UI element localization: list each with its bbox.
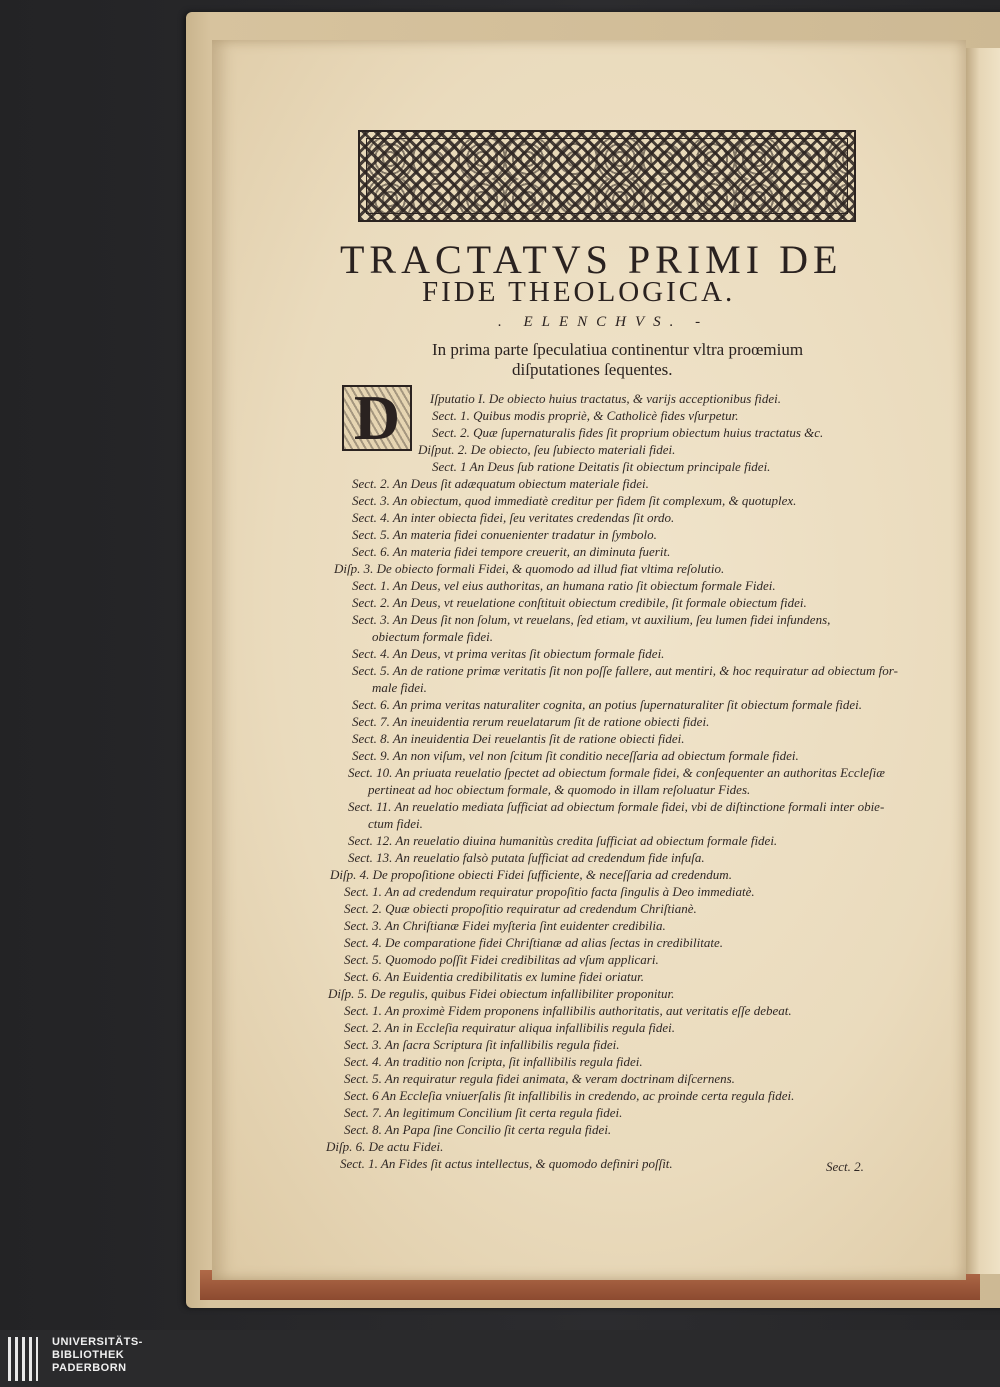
- toc-line: male fidei.: [372, 680, 427, 695]
- page-title-line1: TRACTATVS PRIMI DE: [340, 237, 843, 282]
- toc-line: Sect. 2. An in Eccleſia requiratur aliqua infallibilis regula fidei.: [344, 1020, 675, 1035]
- toc-line: Sect. 6. An prima veritas naturaliter cognita, an potius ſupernaturaliter ſit obiectum formale fidei.: [352, 697, 862, 712]
- toc-line: Sect. 6. An Euidentia credibilitatis ex lumine fidei oriatur.: [344, 969, 645, 984]
- toc-line: Sect. 8. An ineuidentia Dei reuelantis ſit de ratione obiecti fidei.: [352, 731, 685, 746]
- toc-line: Iſputatio I. De obiecto huius tractatus, & varijs acceptionibus fidei.: [430, 391, 781, 406]
- toc-line: Sect. 7. An legitimum Concilium ſit certa regula fidei.: [344, 1105, 623, 1120]
- facing-page-edge: [966, 48, 1000, 1274]
- logo-line1: UNIVERSITÄTS-: [52, 1336, 143, 1348]
- footer-bar: [0, 1330, 1000, 1387]
- toc-line: Sect. 5. Quomodo poſſit Fidei credibilitas ad vſum applicari.: [344, 952, 659, 967]
- page-title-line2: FIDE THEOLOGICA.: [422, 276, 736, 308]
- toc-line: Diſp. 5. De regulis, quibus Fidei obiectum infallibiliter proponitur.: [328, 986, 675, 1001]
- intro-line2: diſputationes ſequentes.: [512, 360, 673, 379]
- toc-line: Diſp. 3. De obiecto formali Fidei, & quomodo ad illud fiat vltima reſolutio.: [334, 561, 725, 576]
- toc-line: Sect. 7. An ineuidentia rerum reuelatarum ſit de ratione obiecti fidei.: [352, 714, 710, 729]
- toc-line: Diſput. 2. De obiecto, ſeu ſubiecto materiali fidei.: [418, 442, 676, 457]
- library-logo-text: [52, 1336, 143, 1375]
- toc-line: Sect. 13. An reuelatio falsò putata ſufficiat ad credendum fide infuſa.: [348, 850, 705, 865]
- toc-line: Sect. 4. De comparatione fidei Chriſtianæ ad alias ſectas in credibilitate.: [344, 935, 723, 950]
- toc-line: Sect. 3. An obiectum, quod immediatè creditur per fidem ſit complexum, & quotuplex.: [352, 493, 797, 508]
- toc-line: Sect. 4. An inter obiecta fidei, ſeu veritates credendas ſit ordo.: [352, 510, 675, 525]
- toc-line: Sect. 1. An Deus, vel eius authoritas, an humana ratio ſit obiectum formale Fidei.: [352, 578, 776, 593]
- elenchus-heading: . ELENCHVS. -: [498, 314, 710, 330]
- logo-line2: BIBLIOTHEK: [52, 1349, 125, 1361]
- toc-line: Sect. 5. An requiratur regula fidei animata, & veram doctrinam diſcernens.: [344, 1071, 735, 1086]
- toc-line: Sect. 1. Quibus modis propriè, & Catholicè fides vſurpetur.: [432, 408, 739, 423]
- toc-line: Sect. 4. An traditio non ſcripta, ſit infallibilis regula fidei.: [344, 1054, 643, 1069]
- catchword: Sect. 2.: [826, 1159, 864, 1174]
- toc-line: Sect. 6 An Eccleſia vniuerſalis ſit infallibilis in credendo, ac proinde certa regula fidei.: [344, 1088, 795, 1103]
- toc-line: Sect. 11. An reuelatio mediata ſufficiat ad obiectum formale fidei, vbi de diſtinctione formali inter obie-: [348, 799, 885, 814]
- toc-line: Sect. 5. An materia fidei conuenienter tradatur in ſymbolo.: [352, 527, 657, 542]
- toc-line: Sect. 6. An materia fidei tempore creuerit, an diminuta fuerit.: [352, 544, 671, 559]
- toc-line: Sect. 2. An Deus ſit adæquatum obiectum materiale fidei.: [352, 476, 649, 491]
- toc-line: Sect. 12. An reuelatio diuina humanitùs credita ſufficiat ad obiectum formale fidei.: [348, 833, 778, 848]
- library-logo-icon: [8, 1337, 48, 1381]
- toc-line: Sect. 8. An Papa ſine Concilio ſit certa regula fidei.: [344, 1122, 612, 1137]
- toc-line: obiectum formale fidei.: [372, 629, 493, 644]
- toc-line: Sect. 1. An proximè Fidem proponens infallibilis authoritatis, aut veritatis eſſe debeat.: [344, 1003, 792, 1018]
- toc-line: Sect. 1 An Deus ſub ratione Deitatis ſit obiectum principale fidei.: [432, 459, 771, 474]
- toc-line: Sect. 9. An non viſum, vel non ſcitum ſit conditio neceſſaria ad obiectum formale fidei.: [352, 748, 799, 763]
- toc-line: Sect. 2. An Deus, vt reuelatione conſtituit obiectum credibile, ſit formale obiectum fidei.: [352, 595, 807, 610]
- toc-line: Sect. 3. An ſacra Scriptura ſit infallibilis regula fidei.: [344, 1037, 620, 1052]
- toc-line: Sect. 2. Quæ obiecti propoſitio requiratur ad credendum Chriſtianè.: [344, 901, 697, 916]
- toc-line: ctum fidei.: [368, 816, 423, 831]
- toc-line: Sect. 3. An Chriſtianæ Fidei myſteria ſint euidenter credibilia.: [344, 918, 666, 933]
- toc-line: Sect. 1. An ad credendum requiratur propoſitio facta ſingulis à Deo immediatè.: [344, 884, 755, 899]
- ornamental-headpiece: [358, 130, 856, 222]
- toc-line: pertineat ad hoc obiectum formale, & quomodo in illam reſoluatur Fides.: [368, 782, 751, 797]
- toc-line: Sect. 5. An de ratione primæ veritatis ſit non poſſe fallere, aut mentiri, & hoc requiratur ad obiectum for-: [352, 663, 898, 678]
- toc-line: Sect. 2. Quæ ſupernaturalis fides ſit proprium obiectum huius tractatus &c.: [432, 425, 824, 440]
- toc-line: Sect. 3. An Deus ſit non ſolum, vt reuelans, ſed etiam, vt auxilium, ſeu lumen fidei infundens,: [352, 612, 831, 627]
- toc-line: Sect. 1. An Fides ſit actus intellectus, & quomodo definiri poſſit.: [340, 1156, 673, 1171]
- drop-cap: D: [342, 385, 412, 451]
- toc-line: Diſp. 4. De propoſitione obiecti Fidei ſufficiente, & neceſſaria ad credendum.: [330, 867, 732, 882]
- logo-line3: PADERBORN: [52, 1362, 127, 1374]
- toc-line: Sect. 10. An priuata reuelatio ſpectet ad obiectum formale fidei, & conſequenter an authoritas Eccleſiæ: [348, 765, 885, 780]
- intro-line1: In prima parte ſpeculatiua continentur vltra proœmium: [432, 340, 804, 359]
- toc-line: Diſp. 6. De actu Fidei.: [326, 1139, 444, 1154]
- toc-line: Sect. 4. An Deus, vt prima veritas ſit obiectum formale fidei.: [352, 646, 665, 661]
